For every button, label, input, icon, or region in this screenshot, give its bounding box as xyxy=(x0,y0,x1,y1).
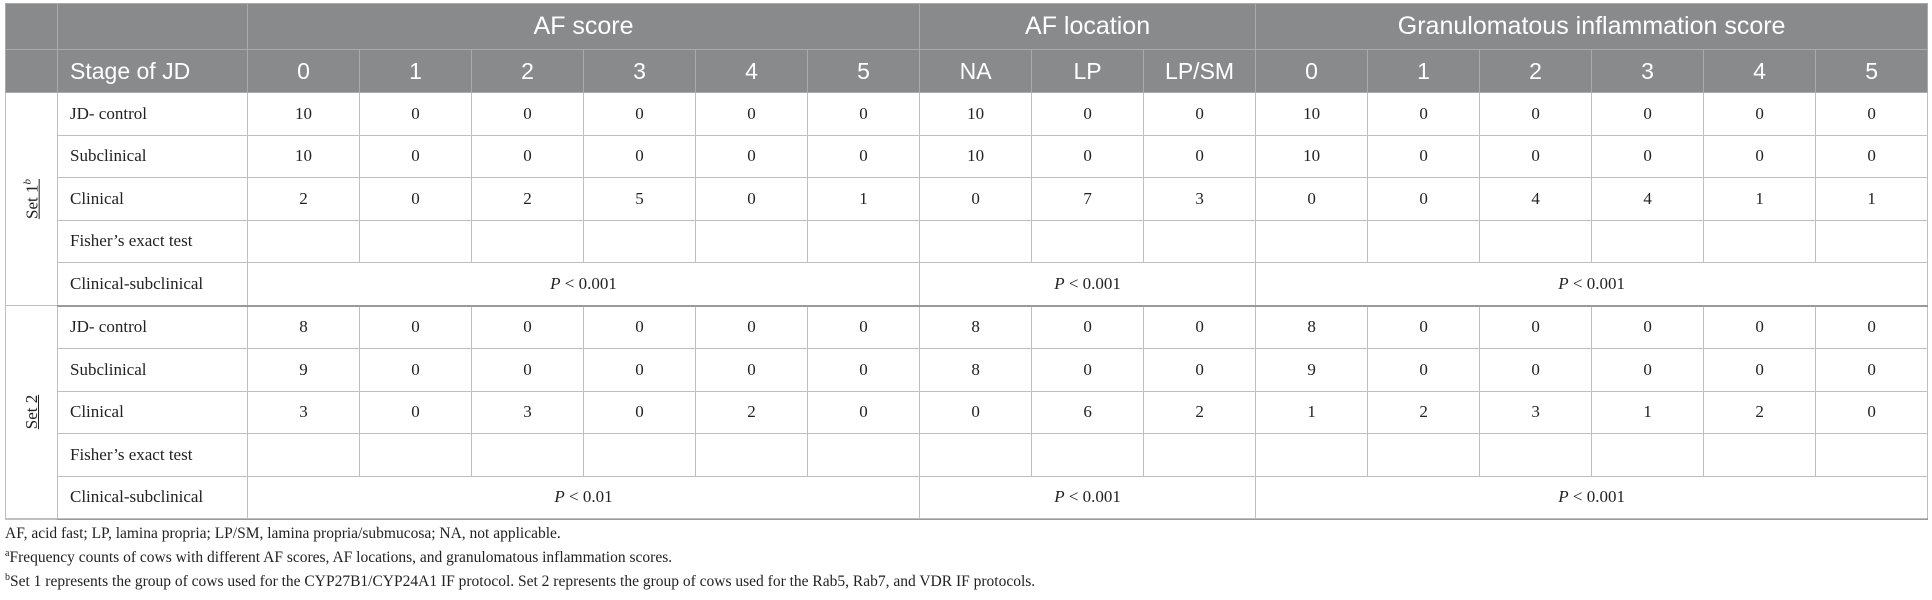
count-cell xyxy=(1816,220,1928,263)
column-header: 4 xyxy=(696,50,808,93)
header-stage-of-jd: Stage of JD xyxy=(58,50,248,93)
footnote-a xyxy=(5,544,1927,568)
count-cell xyxy=(1032,220,1144,263)
count-cell: 0 xyxy=(1704,93,1816,136)
p-value-text: < 0.001 xyxy=(1572,273,1625,293)
count-cell: 0 xyxy=(1368,349,1480,392)
count-cell: 0 xyxy=(1480,306,1592,349)
count-cell: 8 xyxy=(920,349,1032,392)
count-cell xyxy=(1480,220,1592,263)
stage-cell: Fisher’s exact test xyxy=(58,434,248,477)
count-cell: 0 xyxy=(1816,135,1928,178)
count-cell: 0 xyxy=(696,306,808,349)
footnote-a-mark: a xyxy=(5,548,10,559)
column-header: LP xyxy=(1032,50,1144,93)
count-cell: 0 xyxy=(696,349,808,392)
count-cell xyxy=(1592,434,1704,477)
count-cell: 4 xyxy=(1592,178,1704,221)
header-group-row xyxy=(6,4,1928,50)
column-header: LP/SM xyxy=(1144,50,1256,93)
count-cell xyxy=(1368,434,1480,477)
set-label xyxy=(22,395,42,429)
table-row xyxy=(6,93,1928,136)
column-header: 4 xyxy=(1704,50,1816,93)
count-cell xyxy=(696,434,808,477)
count-cell: 0 xyxy=(1592,306,1704,349)
results-table xyxy=(5,3,1928,520)
group-af-location: AF location xyxy=(920,4,1256,50)
count-cell xyxy=(1032,434,1144,477)
count-cell: 0 xyxy=(1816,349,1928,392)
count-cell xyxy=(920,434,1032,477)
table-row xyxy=(6,434,1928,477)
set-label-superscript: b xyxy=(21,179,34,185)
count-cell: 0 xyxy=(696,93,808,136)
footnote-b-text: Set 1 represents the group of cows used for the CYP27B1/CYP24A1 IF protocol. Set 2 represents the group of cows used for the Rab5, Rab7, and VDR IF protocols. xyxy=(10,573,1036,591)
count-cell: 0 xyxy=(1480,93,1592,136)
count-cell: 1 xyxy=(1816,178,1928,221)
set-label-text: Set 2 xyxy=(21,395,41,430)
count-cell: 4 xyxy=(1480,178,1592,221)
p-value-text: < 0.001 xyxy=(1068,273,1121,293)
p-value-text: < 0.001 xyxy=(1572,487,1625,507)
count-cell: 0 xyxy=(1032,135,1144,178)
count-cell: 0 xyxy=(1368,135,1480,178)
count-cell: 10 xyxy=(248,135,360,178)
column-header: 5 xyxy=(1816,50,1928,93)
count-cell: 2 xyxy=(472,178,584,221)
stage-cell: Subclinical xyxy=(58,349,248,392)
stage-cell: JD- control xyxy=(58,306,248,349)
column-header: 3 xyxy=(584,50,696,93)
count-cell: 5 xyxy=(584,178,696,221)
count-cell xyxy=(1368,220,1480,263)
count-cell: 0 xyxy=(1592,349,1704,392)
stage-cell: Clinical-subclinical xyxy=(58,476,248,519)
count-cell: 0 xyxy=(472,93,584,136)
count-cell xyxy=(360,434,472,477)
count-cell: 0 xyxy=(360,135,472,178)
table-header xyxy=(6,4,1928,93)
count-cell: 0 xyxy=(584,391,696,434)
p-value-af-location xyxy=(920,263,1256,306)
count-cell: 0 xyxy=(1032,93,1144,136)
count-cell: 0 xyxy=(808,306,920,349)
count-cell xyxy=(584,434,696,477)
count-cell: 0 xyxy=(808,391,920,434)
set-label-cell xyxy=(6,93,58,306)
count-cell: 9 xyxy=(248,349,360,392)
count-cell: 2 xyxy=(1368,391,1480,434)
count-cell: 0 xyxy=(920,391,1032,434)
count-cell: 0 xyxy=(360,391,472,434)
count-cell: 3 xyxy=(1480,391,1592,434)
p-value-af-score xyxy=(248,476,920,519)
count-cell: 0 xyxy=(360,306,472,349)
count-cell: 0 xyxy=(808,93,920,136)
count-cell: 0 xyxy=(1144,93,1256,136)
count-cell: 0 xyxy=(584,135,696,178)
count-cell: 0 xyxy=(584,306,696,349)
table-row xyxy=(6,349,1928,392)
set-label xyxy=(21,179,42,219)
count-cell: 0 xyxy=(584,93,696,136)
footnote-abbreviations: AF, acid fast; LP, lamina propria; LP/SM, lamina propria/submucosa; NA, not applicable. xyxy=(5,525,561,542)
count-cell: 1 xyxy=(1256,391,1368,434)
count-cell xyxy=(1704,434,1816,477)
p-value-af-location xyxy=(920,476,1256,519)
count-cell: 0 xyxy=(1368,178,1480,221)
count-cell xyxy=(696,220,808,263)
column-header: 0 xyxy=(1256,50,1368,93)
p-value-granulomatous xyxy=(1256,476,1928,519)
count-cell: 10 xyxy=(920,93,1032,136)
table-row xyxy=(6,220,1928,263)
table-row xyxy=(6,391,1928,434)
column-header: 1 xyxy=(360,50,472,93)
count-cell: 9 xyxy=(1256,349,1368,392)
count-cell: 3 xyxy=(248,391,360,434)
stage-cell: Clinical xyxy=(58,391,248,434)
p-symbol: P xyxy=(1558,487,1569,507)
count-cell: 0 xyxy=(360,349,472,392)
count-cell xyxy=(248,220,360,263)
header-corner xyxy=(6,4,58,50)
count-cell: 0 xyxy=(1368,306,1480,349)
count-cell: 0 xyxy=(584,349,696,392)
count-cell: 0 xyxy=(920,178,1032,221)
count-cell: 0 xyxy=(1480,135,1592,178)
count-cell: 0 xyxy=(360,93,472,136)
footnote-a-text: Frequency counts of cows with different AF scores, AF locations, and granulomatous inflammation scores. xyxy=(9,549,673,567)
count-cell: 10 xyxy=(920,135,1032,178)
stage-cell: Subclinical xyxy=(58,135,248,178)
count-cell xyxy=(584,220,696,263)
count-cell xyxy=(1144,434,1256,477)
count-cell xyxy=(1256,434,1368,477)
footnote-b-mark: b xyxy=(5,572,10,584)
count-cell: 0 xyxy=(360,178,472,221)
count-cell xyxy=(1704,220,1816,263)
column-header: 2 xyxy=(1480,50,1592,93)
header-corner-stage xyxy=(58,4,248,50)
p-symbol: P xyxy=(1054,273,1065,293)
count-cell: 0 xyxy=(1256,178,1368,221)
count-cell: 0 xyxy=(1032,349,1144,392)
count-cell: 0 xyxy=(696,178,808,221)
count-cell xyxy=(1592,220,1704,263)
set-label-cell xyxy=(6,306,58,520)
column-header: 2 xyxy=(472,50,584,93)
count-cell: 1 xyxy=(808,178,920,221)
header-set-blank xyxy=(6,50,58,93)
count-cell: 0 xyxy=(1368,93,1480,136)
count-cell xyxy=(1144,220,1256,263)
count-cell: 0 xyxy=(696,135,808,178)
count-cell: 2 xyxy=(248,178,360,221)
p-symbol: P xyxy=(1054,487,1065,507)
p-symbol: P xyxy=(1558,273,1569,293)
table-row xyxy=(6,135,1928,178)
count-cell: 0 xyxy=(1032,306,1144,349)
count-cell: 3 xyxy=(1144,178,1256,221)
column-header: 3 xyxy=(1592,50,1704,93)
p-value-granulomatous xyxy=(1256,263,1928,306)
count-cell xyxy=(808,220,920,263)
p-value-text: < 0.001 xyxy=(564,273,617,293)
count-cell: 0 xyxy=(1592,135,1704,178)
count-cell: 0 xyxy=(472,349,584,392)
count-cell: 2 xyxy=(1144,391,1256,434)
count-cell: 0 xyxy=(1704,349,1816,392)
count-cell: 10 xyxy=(1256,93,1368,136)
count-cell: 0 xyxy=(808,135,920,178)
table-footnotes xyxy=(5,518,1927,592)
count-cell: 0 xyxy=(1816,391,1928,434)
column-header: NA xyxy=(920,50,1032,93)
test-row xyxy=(6,263,1928,306)
count-cell: 0 xyxy=(472,306,584,349)
column-header: 0 xyxy=(248,50,360,93)
count-cell xyxy=(1480,434,1592,477)
table-row xyxy=(6,178,1928,221)
group-af-score: AF score xyxy=(248,4,920,50)
count-cell: 0 xyxy=(1144,349,1256,392)
count-cell xyxy=(248,434,360,477)
count-cell: 1 xyxy=(1704,178,1816,221)
count-cell: 0 xyxy=(1592,93,1704,136)
count-cell: 8 xyxy=(1256,306,1368,349)
p-value-af-score xyxy=(248,263,920,306)
count-cell xyxy=(1256,220,1368,263)
count-cell: 10 xyxy=(1256,135,1368,178)
group-granulomatous: Granulomatous inflammation score xyxy=(1256,4,1928,50)
count-cell: 0 xyxy=(1816,306,1928,349)
count-cell: 0 xyxy=(808,349,920,392)
stage-cell: Clinical-subclinical xyxy=(58,263,248,306)
column-header: 1 xyxy=(1368,50,1480,93)
count-cell: 0 xyxy=(1144,306,1256,349)
count-cell: 2 xyxy=(1704,391,1816,434)
count-cell: 0 xyxy=(1704,135,1816,178)
footnote-b xyxy=(5,568,1927,592)
p-symbol: P xyxy=(550,273,561,293)
table-row xyxy=(6,306,1928,349)
column-header: 5 xyxy=(808,50,920,93)
set-label-text: Set 1 xyxy=(21,184,41,219)
count-cell: 0 xyxy=(1480,349,1592,392)
test-row xyxy=(6,476,1928,519)
count-cell: 8 xyxy=(920,306,1032,349)
count-cell: 1 xyxy=(1592,391,1704,434)
stage-cell: JD- control xyxy=(58,93,248,136)
count-cell: 2 xyxy=(696,391,808,434)
count-cell: 0 xyxy=(1144,135,1256,178)
count-cell: 10 xyxy=(248,93,360,136)
count-cell: 0 xyxy=(1704,306,1816,349)
p-value-text: < 0.001 xyxy=(1068,487,1121,507)
count-cell: 3 xyxy=(472,391,584,434)
p-value-text: < 0.01 xyxy=(569,487,613,507)
count-cell xyxy=(472,434,584,477)
header-column-row xyxy=(6,50,1928,93)
count-cell: 0 xyxy=(1816,93,1928,136)
count-cell xyxy=(1816,434,1928,477)
count-cell xyxy=(472,220,584,263)
p-symbol: P xyxy=(554,487,565,507)
count-cell: 7 xyxy=(1032,178,1144,221)
count-cell: 6 xyxy=(1032,391,1144,434)
count-cell xyxy=(920,220,1032,263)
count-cell: 8 xyxy=(248,306,360,349)
table-body xyxy=(6,93,1928,520)
count-cell: 0 xyxy=(472,135,584,178)
stage-cell: Fisher’s exact test xyxy=(58,220,248,263)
count-cell xyxy=(808,434,920,477)
stage-cell: Clinical xyxy=(58,178,248,221)
results-table-container xyxy=(5,3,1927,520)
count-cell xyxy=(360,220,472,263)
